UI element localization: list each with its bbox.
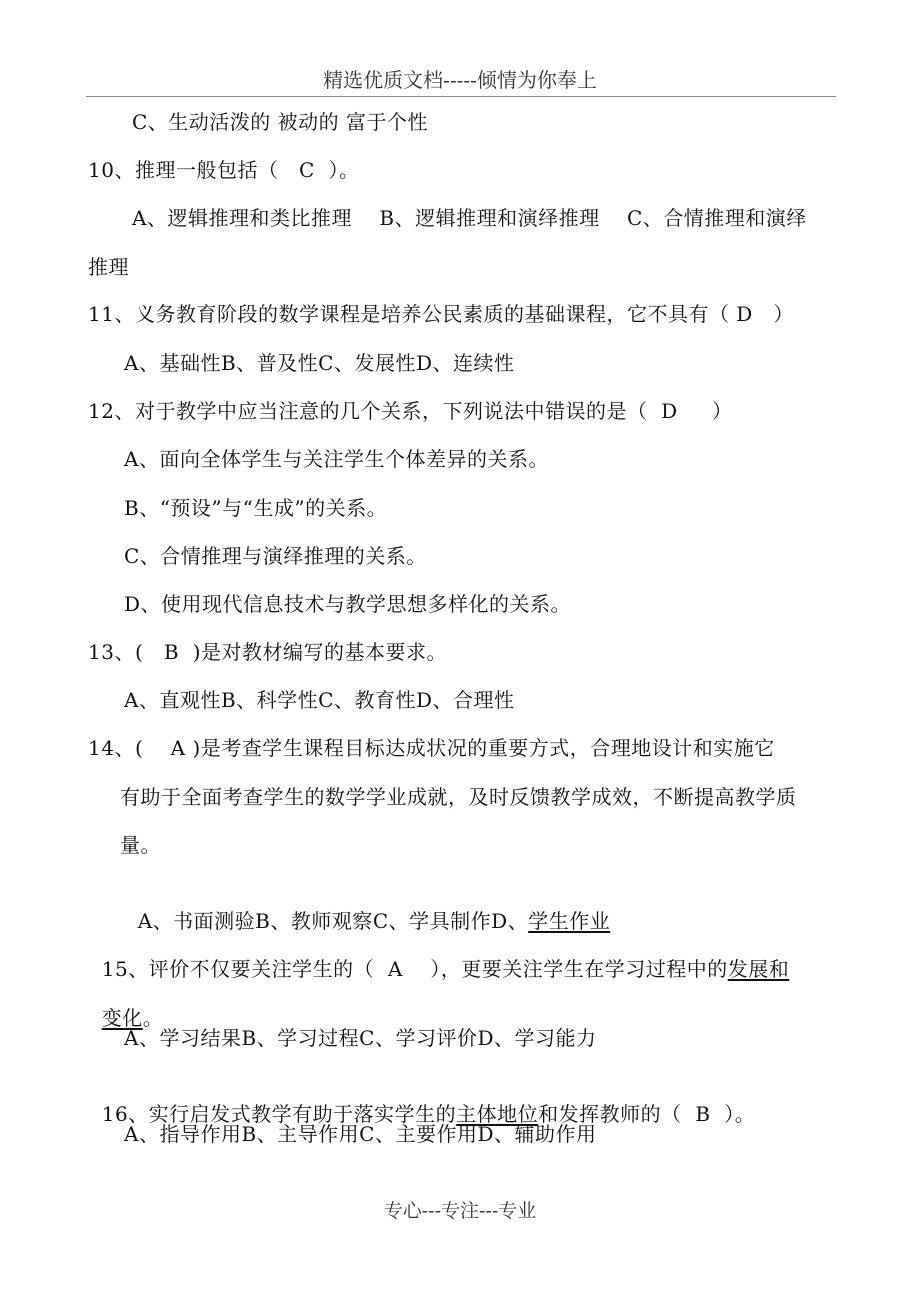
option-q12-c: C、合情推理与演绎推理的关系。 [124,544,427,568]
options-q11: A、基础性B、普及性C、发展性D、连续性 [124,351,515,375]
question-14: 14、( A )是考查学生课程目标达成状况的重要方式，合理地设计和实施它 [88,736,775,760]
options-q16: A、指导作用B、主导作用C、主要作用D、辅助作用 [124,1122,597,1146]
option-line-q9: C、生动活泼的 被动的 富于个性 [132,110,429,134]
option-q12-a: A、面向全体学生与关注学生个体差异的关系。 [124,447,549,471]
options-q13: A、直观性B、科学性C、教育性D、合理性 [124,688,515,712]
question-15 [88,927,789,983]
underlined-phrase: 发展和 [727,957,790,981]
option-q12-b: B、“预设”与“生成”的关系。 [124,496,388,520]
question-16-text-end: 和发挥教师的（ B ）。 [538,1102,756,1126]
page-header: 精选优质文档-----倾情为你奉上 [323,68,597,92]
options-q10: A、逻辑推理和类比推理 B、逻辑推理和演绎推理 C、合情推理和演绎 [132,206,807,230]
underlined-answer: 学生作业 [528,909,611,933]
page-footer: 专心---专注---专业 [383,1200,537,1222]
question-12: 12、对于教学中应当注意的几个关系，下列说法中错误的是（ D ） [88,399,733,423]
options-q15: A、学习结果B、学习过程C、学习评价D、学习能力 [124,1026,597,1050]
question-11: 11、义务教育阶段的数学课程是培养公民素质的基础课程，它不具有（ D ） [88,302,794,326]
question-14-cont: 有助于全面考查学生的数学学业成就，及时反馈教学成效，不断提高教学质 [120,785,797,809]
question-15-text: 15、评价不仅要关注学生的（ A ），更要关注学生在学习过程中的 [101,957,728,981]
option-q12-d: D、使用现代信息技术与教学思想多样化的关系。 [124,592,572,616]
question-10: 10、推理一般包括（ C ）。 [88,158,360,182]
question-16-text: 16、实行启发式教学有助于落实学生的 [101,1102,457,1126]
options-q10-cont: 推理 [88,255,129,279]
underlined-phrase: 主体地位 [456,1102,539,1126]
underlined-phrase-cont: 变化 [101,1006,143,1030]
question-13: 13、( B )是对教材编写的基本要求。 [88,640,448,664]
header-divider [86,96,836,97]
options-q14-text: A、书面测验B、教师观察C、学具制作D、 [137,909,529,933]
question-15-end: 。 [142,1006,164,1030]
question-14-end: 量。 [120,833,161,857]
